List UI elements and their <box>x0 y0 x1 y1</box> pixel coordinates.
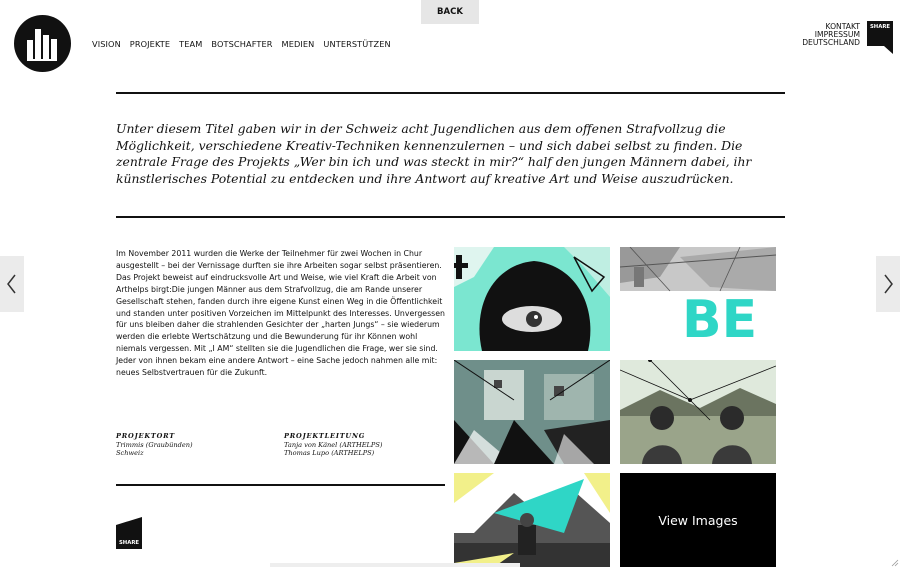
chevron-left-icon <box>0 256 24 312</box>
nav-botschafter[interactable]: BOTSCHAFTER <box>211 39 273 49</box>
horizontal-scrollbar[interactable] <box>270 563 520 567</box>
collage-mountain-boy-icon <box>454 473 610 567</box>
body-paragraph: Das Projekt beweist auf eindrucksvolle Art und Weise, wie viel Kraft die Arbeit von Arthelps birgt:Die jungen Männer aus dem Strafvollzug, die am Rande unserer Gesellschaft stehen, fanden durch ihre eigene Kunst einen Weg in die Öffentlichkeit und standen unter positiven Vorzeichen im Mittelpunkt des Interesses. Unvergessen für uns bleiben daher die strahlenden Gesichter der „harten Jungs“ – sie wiederum werden die erlebte Wertschätzung und die Bewunderung für ihr Können wohl niemals vergessen. Mit „I AM“ stellten sie die Jugendlichen die Frage, wer sie sind. Jeder von ihnen bekam eine andere Antwort – eine Sache jedoch nahmen alle mit: neues Selbstvertrauen für die Zukunft. <box>116 272 445 378</box>
impressum-link[interactable]: IMPRESSUM <box>814 30 860 40</box>
gallery-thumb-1[interactable] <box>454 247 610 351</box>
view-images-button[interactable]: View Images <box>620 473 776 567</box>
gallery-thumb-2[interactable] <box>620 247 776 351</box>
divider-bottom <box>116 484 445 486</box>
project-location <box>116 432 193 458</box>
nav-team[interactable]: TEAM <box>179 39 203 49</box>
lead-heading: PROJEKTLEITUNG <box>284 432 366 440</box>
resize-grip-icon[interactable] <box>889 557 899 567</box>
share-button-top[interactable] <box>867 21 893 54</box>
collage-workshop-icon <box>454 360 610 464</box>
location-heading: PROJEKTORT <box>116 432 175 440</box>
share-label: SHARE <box>869 24 891 30</box>
country-link[interactable]: DEUTSCHLAND <box>802 38 860 48</box>
body-paragraph: Im November 2011 wurden die Werke der Teilnehmer für zwei Wochen in Chur ausgestellt – bei der Vernissage durften sie ihre Arbeiten sogar selbst präsentieren. <box>116 249 442 270</box>
collage-two-boys-icon <box>620 360 776 464</box>
kontakt-link[interactable]: KONTAKT <box>825 22 860 31</box>
chevron-right-icon <box>876 256 900 312</box>
next-project-button[interactable] <box>876 256 900 312</box>
divider-top <box>116 92 785 94</box>
intro-text: Unter diesem Titel gaben wir in der Schweiz acht Jugendlichen aus dem offenen Strafvollzug die Möglichkeit, verschiedene Kreativ-Techniken kennenzulernen – und sich dabei selbst zu finden. Die zentrale Frage des Projekts „Wer bin ich und was steckt in mir?“ half den jungen Männern dabei, ihr künstlerisches Potential zu entdecken und ihre Antwort auf kreative Art und Weise auszudrücken. <box>116 121 752 186</box>
project-lead <box>284 432 382 458</box>
thumb-be-text: BE <box>682 290 758 350</box>
location-line: Trimmis (Graubünden) <box>116 440 193 449</box>
logo-bars-icon <box>14 15 71 72</box>
arthelps-logo[interactable] <box>14 15 71 72</box>
body-text <box>116 248 446 379</box>
nav-vision[interactable]: VISION <box>92 39 121 49</box>
gallery-thumb-5[interactable] <box>454 473 610 567</box>
divider-middle <box>116 216 785 218</box>
share-label: SHARE <box>118 540 140 546</box>
lead-line: Thomas Lupo (ARTHELPS) <box>284 449 375 457</box>
gallery-thumb-3[interactable] <box>454 360 610 464</box>
top-links <box>802 23 860 48</box>
share-button-bottom[interactable] <box>116 517 142 549</box>
nav-medien[interactable]: MEDIEN <box>281 39 315 49</box>
gallery-thumb-4[interactable] <box>620 360 776 464</box>
nav-projekte[interactable]: PROJEKTE <box>129 39 171 49</box>
lead-line: Tanja von Känel (ARTHELPS) <box>284 440 383 449</box>
main-nav <box>92 39 391 49</box>
location-line: Schweiz <box>116 449 144 457</box>
back-button[interactable]: BACK <box>421 0 479 24</box>
prev-project-button[interactable] <box>0 256 24 312</box>
collage-be-letters-icon <box>620 247 776 351</box>
collage-masked-face-icon <box>454 247 610 351</box>
nav-unterstuetzen[interactable]: UNTERSTÜTZEN <box>323 39 391 49</box>
